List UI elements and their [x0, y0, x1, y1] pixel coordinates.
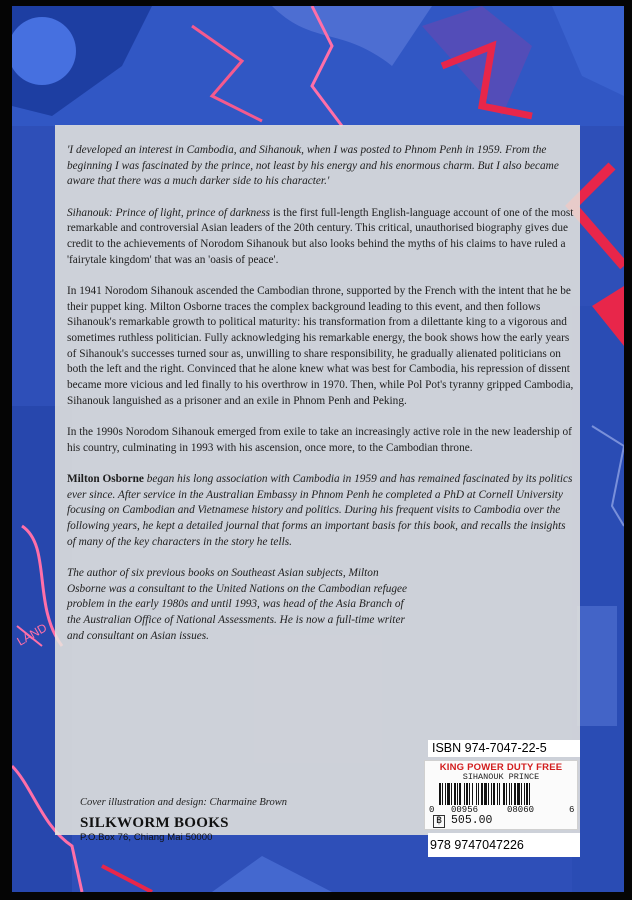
author-bio-paragraph [67, 472, 577, 551]
intro-text: is the first full-length English-language account of one of the most remarkable and controversial Asian leaders of the 20th century. This critical, unauthorised biography gives due credit to the achievements of Norodom Sihanouk but also looks behind the myths of his claims to have ruled a 'fairytale kingdom' that was an 'oasis of peace'. [67, 206, 574, 266]
currency-symbol: ฿ [433, 815, 445, 828]
barcode-digit-left: 00956 [451, 805, 479, 815]
ean-number: 978 9747047226 [430, 838, 524, 852]
author-bio-text: began his long association with Cambodia in 1959 and has remained fascinated by its politics ever since. After service in the Australian Embassy in Phnom Penh he completed a PhD at Cornell University focusing on Cambodian and Vietnamese history and politics. During his frequent visits to Cambodia over the following years, he kept a detailed journal that forms an important basis for this book, and recalls the insights of many of the key characters in the story he tells. [67, 472, 573, 548]
book-title: Sihanouk: Prince of light, prince of darkness [67, 206, 270, 219]
isbn-label: ISBN 974-7047-22-5 [428, 740, 580, 757]
publisher-address: P.O.Box 76, Chiang Mai 50000 [80, 832, 213, 843]
barcode-digit-system: 0 [429, 805, 435, 815]
ean-block [428, 833, 580, 857]
product-name: SIHANOUK PRINCE [462, 772, 540, 782]
cover-credit: Cover illustration and design: Charmaine Brown [80, 797, 287, 808]
publisher-name: SILKWORM BOOKS [80, 815, 229, 831]
author-name: Milton Osborne [67, 472, 144, 485]
shop-name: KING POWER DUTY FREE [439, 762, 563, 773]
history-paragraph: In 1941 Norodom Sihanouk ascended the Cambodian throne, supported by the French with the intent that he be their puppet king. Milton Osborne traces the complex background leading to this event, and then follows Sihanouk's remarkable growth to political maturity: his transformation from a dilettante king to a vigorous and sometimes ruthless politician. Fully acknowledging his remarkable energy, the book shows how the early years of Sihanouk's successes turned sour as, unwilling to share responsibility, he gradually alienated politicians on both the left and the right. Convinced that he alone knew what was best for Cambodia, his repression of dissent became more vicious and led finally to his overthrow in 1970. Then, while Pol Pot's tyranny gripped Cambodia, Sihanouk languished as a prisoner and an exile in Phnom Penh and Peking. [67, 284, 574, 407]
return-paragraph: In the 1990s Norodom Sihanouk emerged from exile to take an increasingly active role in the new leadership of his country, culminating in 1993 with his ascension, once more, to the Cambodian throne. [67, 426, 572, 454]
author-career-paragraph: The author of six previous books on Southeast Asian subjects, Milton Osborne was a consultant to the United Nations on the Cambodian refugee problem in the early 1980s and until 1993, was head of the Asia Branch of the Australian Office of National Assessments. He is now a full-time writer and consultant on Asian issues. [67, 566, 408, 642]
sticker-price [433, 814, 492, 827]
barcode-digit-check: 6 [569, 805, 575, 815]
sticker-barcode [439, 783, 565, 805]
price-sticker [424, 760, 578, 830]
blurb-text [67, 143, 577, 660]
author-quote: 'I developed an interest in Cambodia, and Sihanouk, when I was posted to Phnom Penh in 1959. From the beginning I was fascinated by the prince, not least by his energy and his enormous charm. But I also became aware that there was a much darker side to his character.' [67, 144, 559, 188]
barcode-digit-right: 08060 [507, 805, 535, 815]
svg-text:LAND: LAND [14, 620, 50, 649]
publisher-logo [80, 815, 229, 843]
intro-paragraph [67, 206, 577, 269]
price-value: 505.00 [451, 814, 493, 827]
